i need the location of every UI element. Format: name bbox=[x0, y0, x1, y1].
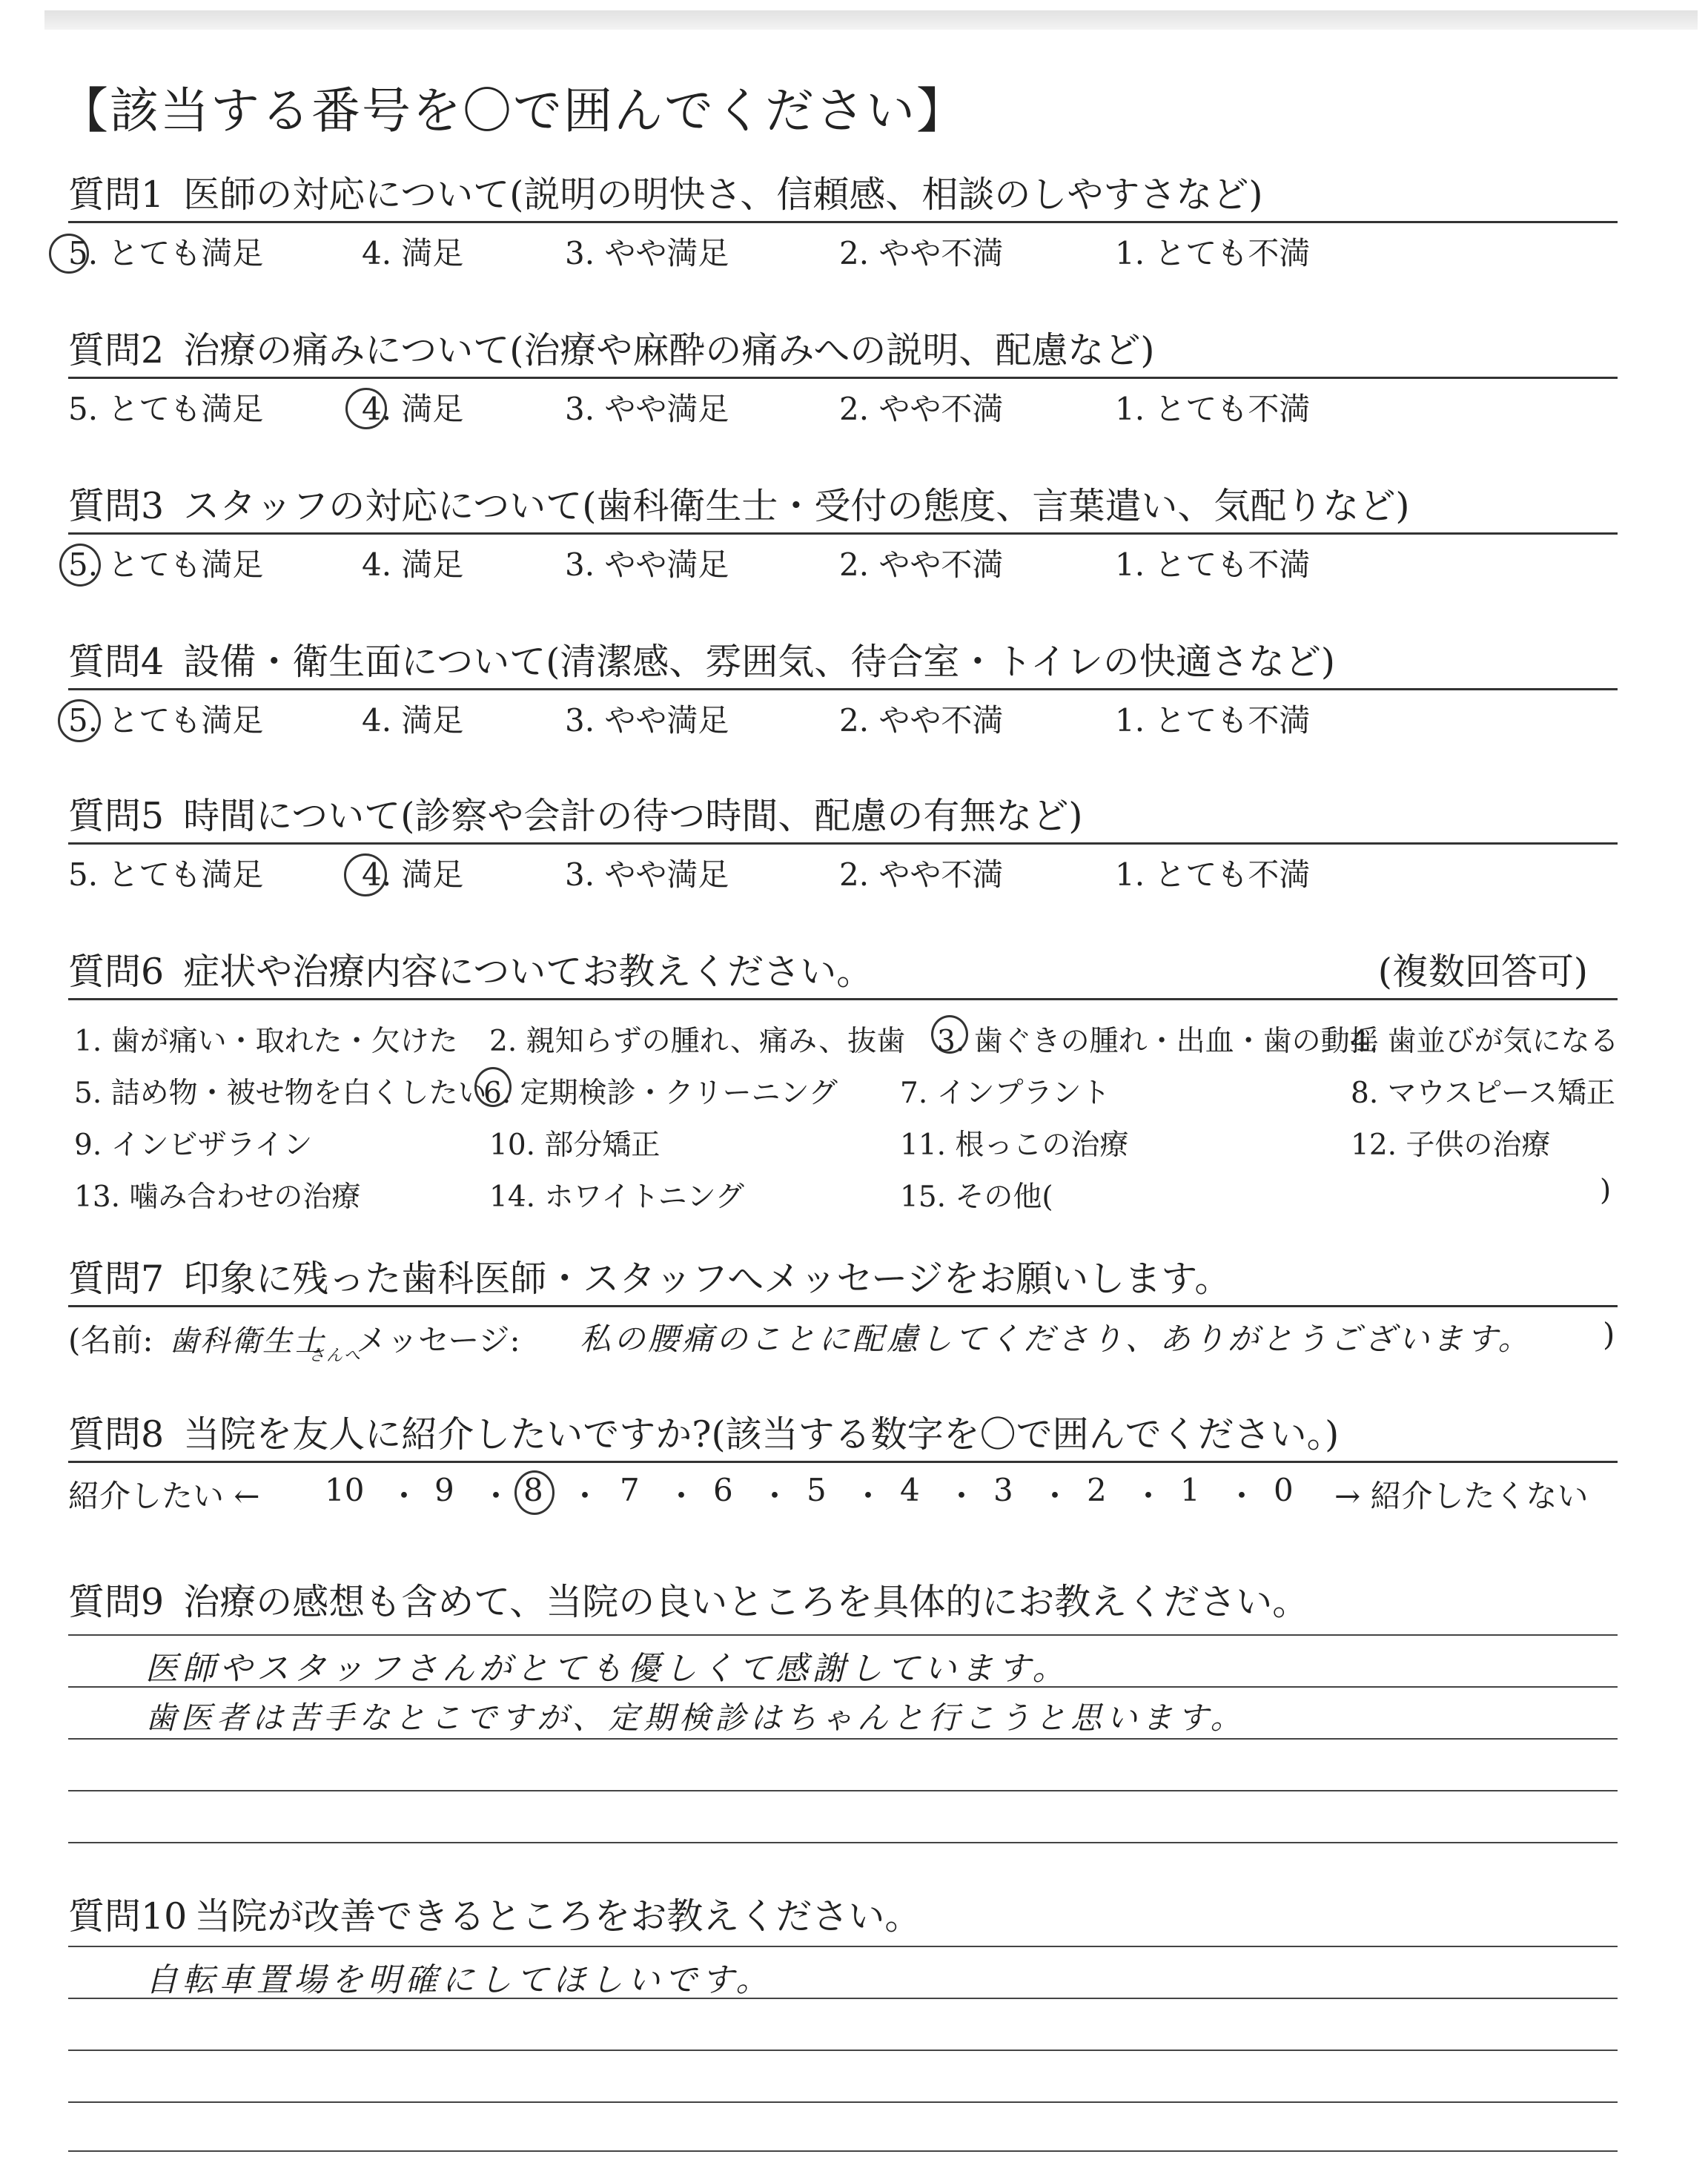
question-2-options bbox=[68, 379, 1618, 428]
message-field[interactable]: 私の腰痛のことに配慮してくださり、ありがとうございます。 bbox=[580, 1321, 1532, 1357]
answer-line bbox=[68, 1790, 1618, 1791]
question-5-title bbox=[68, 790, 1618, 845]
scale-2[interactable]: 2 bbox=[1087, 1472, 1107, 1508]
scale-4[interactable]: 4 bbox=[900, 1472, 920, 1508]
option-5[interactable]: 5. とても満足 bbox=[68, 856, 264, 893]
answer-line bbox=[68, 1946, 1618, 1947]
answer-line bbox=[68, 1634, 1618, 1636]
scale-dot: ・ bbox=[853, 1478, 884, 1514]
question-3-options bbox=[68, 535, 1618, 584]
recommendation-scale bbox=[68, 1463, 1618, 1515]
question-10-label: 質問10 bbox=[68, 1895, 188, 1938]
symptom-option-6[interactable]: 6. 定期検診・クリーニング bbox=[483, 1077, 838, 1110]
symptom-option-7[interactable]: 7. インプラント bbox=[900, 1077, 1110, 1110]
question-9-label: 質問9 bbox=[68, 1581, 165, 1623]
scale-dot: ・ bbox=[946, 1478, 978, 1514]
question-7 bbox=[68, 1253, 1618, 1367]
option-2[interactable]: 2. やや不満 bbox=[839, 856, 1004, 893]
option-4[interactable]: 4. 満足 bbox=[362, 546, 464, 583]
scale-dot: ・ bbox=[1133, 1478, 1165, 1514]
option-1[interactable]: 1. とても不満 bbox=[1115, 391, 1311, 427]
question-5 bbox=[68, 790, 1618, 894]
option-1[interactable]: 1. とても不満 bbox=[1115, 702, 1311, 739]
scale-8[interactable]: 8 bbox=[523, 1472, 543, 1508]
symptom-option-3[interactable]: 3. 歯ぐきの腫れ・出血・歯の動揺 bbox=[937, 1025, 1379, 1058]
scale-dot: ・ bbox=[1039, 1478, 1071, 1514]
scale-6[interactable]: 6 bbox=[713, 1472, 733, 1508]
name-suffix: さんへ bbox=[308, 1347, 362, 1365]
question-1 bbox=[68, 169, 1618, 272]
question-6-label: 質問6 bbox=[68, 951, 165, 993]
symptom-option-9[interactable]: 9. インビザライン bbox=[74, 1129, 313, 1162]
option-3[interactable]: 3. やや満足 bbox=[565, 235, 729, 271]
option-2[interactable]: 2. やや不満 bbox=[839, 546, 1004, 583]
scale-right-label: → 紹介したくない bbox=[1334, 1478, 1589, 1514]
answer-line bbox=[68, 2101, 1618, 2103]
option-5[interactable]: 5. とても満足 bbox=[68, 546, 264, 583]
question-6 bbox=[68, 946, 1618, 1223]
page-title: 【該当する番号を〇で囲んでください】 bbox=[59, 82, 967, 139]
question-1-label: 質問1 bbox=[68, 174, 165, 216]
scale-dot: ・ bbox=[666, 1478, 698, 1514]
question-7-answer bbox=[68, 1307, 1618, 1367]
question-10-title bbox=[68, 1891, 1618, 1943]
question-6-title bbox=[68, 946, 1618, 1000]
scale-1[interactable]: 1 bbox=[1180, 1472, 1200, 1508]
option-2[interactable]: 2. やや不満 bbox=[839, 702, 1004, 739]
question-3 bbox=[68, 480, 1618, 584]
symptom-option-8[interactable]: 8. マウスピース矯正 bbox=[1351, 1077, 1615, 1110]
question-4 bbox=[68, 636, 1618, 739]
option-4[interactable]: 4. 満足 bbox=[362, 391, 464, 427]
question-9 bbox=[68, 1576, 1618, 1628]
improvement-answer-line-1[interactable]: 自転車置場を明確にしてほしいです。 bbox=[145, 1961, 773, 1999]
option-5[interactable]: 5. とても満足 bbox=[68, 391, 264, 427]
question-7-title bbox=[68, 1253, 1618, 1307]
scale-dot: ・ bbox=[388, 1478, 420, 1514]
question-9-title bbox=[68, 1576, 1618, 1628]
question-7-text: 印象に残った歯科医師・スタッフへメッセージをお願いします。 bbox=[183, 1258, 1231, 1300]
good-points-answer-line-1[interactable]: 医師やスタッフさんがとても優しくて感謝しています。 bbox=[145, 1650, 1070, 1688]
symptom-option-14[interactable]: 14. ホワイトニング bbox=[489, 1180, 744, 1214]
question-6-options bbox=[68, 1000, 1618, 1223]
symptom-option-1[interactable]: 1. 歯が痛い・取れた・欠けた bbox=[74, 1025, 458, 1058]
question-10-text: 当院が改善できるところをお教えください。 bbox=[194, 1895, 921, 1938]
question-8-text: 当院を友人に紹介したいですか?(該当する数字を〇で囲んでください。) bbox=[183, 1413, 1340, 1456]
question-8-label: 質問8 bbox=[68, 1413, 165, 1456]
option-3[interactable]: 3. やや満足 bbox=[565, 546, 729, 583]
option-2[interactable]: 2. やや不満 bbox=[839, 235, 1004, 271]
question-4-options bbox=[68, 690, 1618, 739]
symptom-option-12[interactable]: 12. 子供の治療 bbox=[1351, 1129, 1551, 1162]
answer-line bbox=[68, 1842, 1618, 1843]
option-5[interactable]: 5. とても満足 bbox=[68, 702, 264, 739]
option-5[interactable]: 5. とても満足 bbox=[68, 235, 264, 271]
staff-name-field[interactable]: 歯科衛生士 bbox=[169, 1324, 325, 1358]
question-7-label: 質問7 bbox=[68, 1258, 165, 1300]
option-3[interactable]: 3. やや満足 bbox=[565, 391, 729, 427]
option-4[interactable]: 4. 満足 bbox=[362, 856, 464, 893]
question-5-text: 時間について(診察や会計の待つ時間、配慮の有無など) bbox=[183, 795, 1083, 837]
answer-line bbox=[68, 1738, 1618, 1740]
scale-7[interactable]: 7 bbox=[620, 1472, 640, 1508]
option-1[interactable]: 1. とても不満 bbox=[1115, 546, 1311, 583]
question-10 bbox=[68, 1891, 1618, 1943]
scale-dot: ・ bbox=[759, 1478, 791, 1514]
question-6-text: 症状や治療内容についてお教えください。 bbox=[183, 951, 873, 993]
question-5-label: 質問5 bbox=[68, 795, 165, 837]
option-3[interactable]: 3. やや満足 bbox=[565, 702, 729, 739]
question-3-label: 質問3 bbox=[68, 485, 165, 527]
option-2[interactable]: 2. やや不満 bbox=[839, 391, 1004, 427]
symptom-option-11[interactable]: 11. 根っこの治療 bbox=[900, 1129, 1129, 1162]
question-4-text: 設備・衛生面について(清潔感、雰囲気、待合室・トイレの快適さなど) bbox=[183, 641, 1335, 683]
question-8-title bbox=[68, 1409, 1618, 1463]
option-1[interactable]: 1. とても不満 bbox=[1115, 856, 1311, 893]
symptom-option-5[interactable]: 5. 詰め物・被せ物を白くしたい bbox=[74, 1077, 487, 1110]
message-close-paren: ) bbox=[1603, 1316, 1615, 1353]
question-1-title bbox=[68, 169, 1618, 223]
option-4[interactable]: 4. 満足 bbox=[362, 235, 464, 271]
question-3-text: スタッフの対応について(歯科衛生士・受付の態度、言葉遣い、気配りなど) bbox=[183, 485, 1410, 527]
symptom-option-10[interactable]: 10. 部分矯正 bbox=[489, 1129, 661, 1162]
scale-0[interactable]: 0 bbox=[1274, 1472, 1294, 1508]
option-1[interactable]: 1. とても不満 bbox=[1115, 235, 1311, 271]
scale-5[interactable]: 5 bbox=[807, 1472, 827, 1508]
scale-9[interactable]: 9 bbox=[434, 1472, 454, 1508]
question-1-text: 医師の対応について(説明の明快さ、信頼感、相談のしやすさなど) bbox=[183, 174, 1263, 216]
scale-10[interactable]: 10 bbox=[325, 1472, 365, 1508]
scale-3[interactable]: 3 bbox=[993, 1472, 1013, 1508]
question-8 bbox=[68, 1409, 1618, 1515]
scale-dot: ・ bbox=[569, 1478, 601, 1514]
question-2 bbox=[68, 325, 1618, 428]
name-label: (名前: bbox=[68, 1322, 153, 1358]
scale-left-label: 紹介したい ← bbox=[68, 1478, 260, 1514]
option-4[interactable]: 4. 満足 bbox=[362, 702, 464, 739]
multiple-answers-note: (複数回答可) bbox=[1377, 951, 1588, 993]
good-points-answer-line-2[interactable]: 歯医者は苦手なとこですが、定期検診はちゃんと行こうと思います。 bbox=[145, 1700, 1246, 1736]
question-9-text: 治療の感想も含めて、当院の良いところを具体的にお教えください。 bbox=[183, 1581, 1309, 1623]
question-5-options bbox=[68, 845, 1618, 894]
scale-dot: ・ bbox=[1226, 1478, 1258, 1514]
scan-top-edge bbox=[44, 10, 1698, 30]
symptom-option-15[interactable]: 15. その他( bbox=[900, 1180, 1053, 1214]
option-3[interactable]: 3. やや満足 bbox=[565, 856, 729, 893]
symptom-option-2[interactable]: 2. 親知らずの腫れ、痛み、抜歯 bbox=[489, 1025, 906, 1058]
question-3-title bbox=[68, 480, 1618, 535]
answer-line bbox=[68, 2150, 1618, 2152]
answer-line bbox=[68, 2050, 1618, 2051]
scale-dot: ・ bbox=[480, 1478, 512, 1514]
symptom-option-4[interactable]: 4. 歯並びが気になる bbox=[1351, 1025, 1619, 1058]
question-4-title bbox=[68, 636, 1618, 690]
question-1-options bbox=[68, 223, 1618, 272]
other-close-paren: ) bbox=[1600, 1174, 1612, 1207]
question-2-text: 治療の痛みについて(治療や麻酔の痛みへの説明、配慮など) bbox=[183, 329, 1155, 371]
question-2-title bbox=[68, 325, 1618, 379]
message-label: メッセージ: bbox=[356, 1322, 520, 1358]
symptom-option-13[interactable]: 13. 噛み合わせの治療 bbox=[74, 1180, 361, 1214]
question-4-label: 質問4 bbox=[68, 641, 165, 683]
question-2-label: 質問2 bbox=[68, 329, 165, 371]
